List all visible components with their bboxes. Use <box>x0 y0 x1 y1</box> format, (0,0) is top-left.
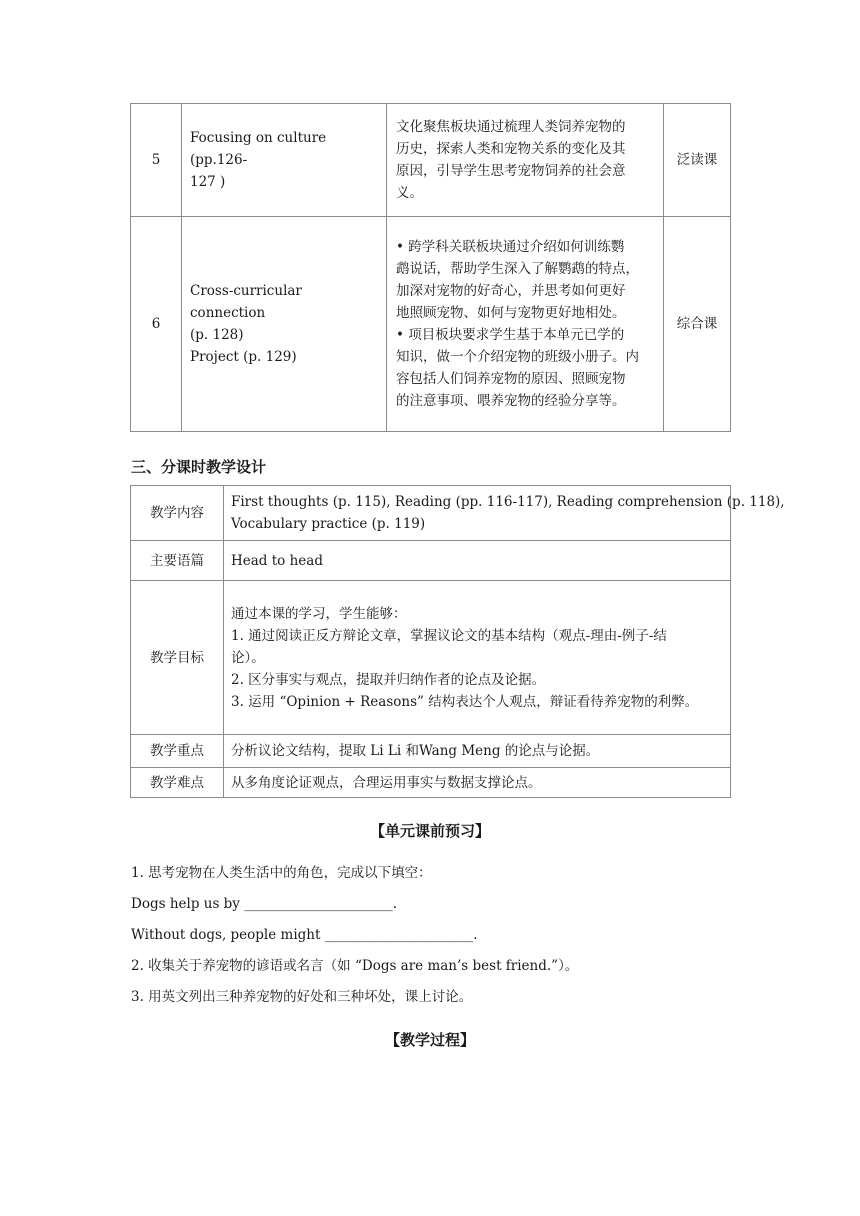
section-heading: 三、分课时教学设计 <box>131 458 267 476</box>
table-row <box>131 217 731 432</box>
table-row <box>131 581 731 735</box>
lesson-design-table <box>130 485 785 798</box>
table-row <box>131 541 731 581</box>
content-label: 教学内容 <box>131 486 224 541</box>
preview-title: 【单元课前预习】 <box>369 822 490 840</box>
lesson-description: • 跨学科关联板块通过介绍如何训练鹦 鹉说话，帮助学生深入了解鹦鹉的特点， 加深对宠物的好奇心，并思考如何更好 地照顾宠物、如何与宠物更好地相处。 • 项目板块要求学生基于本单元已学的 知识，做一个介绍宠物的班级小册子。内 容包括人们饲养宠物的原因、照顾宠物 的注意事项、喂养宠物的经验分享等。 <box>387 217 664 432</box>
lesson-number: 5 <box>131 104 182 217</box>
preview-item-1: 1. 思考宠物在人类生活中的角色，完成以下填空： <box>131 865 432 881</box>
goal-label: 教学目标 <box>131 581 224 735</box>
preview-item-2: 2. 收集关于养宠物的谚语或名言（如 “Dogs are man’s best friend.”）。 <box>131 958 579 974</box>
table-row <box>131 104 731 217</box>
preview-item-3: 3. 用英文列出三种养宠物的好处和三种坏处，课上讨论。 <box>131 989 473 1005</box>
content-value: First thoughts (p. 115), Reading (pp. 116-117), Reading comprehension (p. 118), Vocabulary practice (p. 119) <box>224 486 731 541</box>
lesson-type: 泛读课 <box>664 104 731 217</box>
lesson-number: 6 <box>131 217 182 432</box>
goal-value: 通过本课的学习，学生能够： 1. 通过阅读正反方辩论文章，掌握议论文的基本结构（观点-理由-例子-结 论）。 2. 区分事实与观点，提取并归纳作者的论点及论据。 3. 运用 “Opinion + Reasons” 结构表达个人观点，辩证看待养宠物的利弊。 <box>224 581 731 735</box>
lesson-description: 文化聚焦板块通过梳理人类饲养宠物的 历史，探索人类和宠物关系的变化及其 原因，引导学生思考宠物饲养的社会意 义。 <box>387 104 664 217</box>
key-point-label: 教学重点 <box>131 735 224 768</box>
lesson-title: Focusing on culture (pp.126- 127 ) <box>182 104 387 217</box>
difficulty-value: 从多角度论证观点，合理运用事实与数据支撑论点。 <box>224 768 731 798</box>
preview-fill-1: Dogs help us by ______________________. <box>131 896 398 912</box>
difficulty-label: 教学难点 <box>131 768 224 798</box>
text-label: 主要语篇 <box>131 541 224 581</box>
table-row <box>131 486 731 541</box>
preview-fill-2: Without dogs, people might ______________________. <box>131 927 478 943</box>
key-point-value: 分析议论文结构，提取 Li Li 和Wang Meng 的论点与论据。 <box>224 735 731 768</box>
text-value: Head to head <box>224 541 731 581</box>
course-overview-table <box>130 103 731 432</box>
table-row <box>131 768 731 798</box>
table-row <box>131 735 731 768</box>
process-title: 【教学过程】 <box>384 1031 475 1049</box>
lesson-type: 综合课 <box>664 217 731 432</box>
lesson-title: Cross-curricular connection (p. 128) Project (p. 129) <box>182 217 387 432</box>
